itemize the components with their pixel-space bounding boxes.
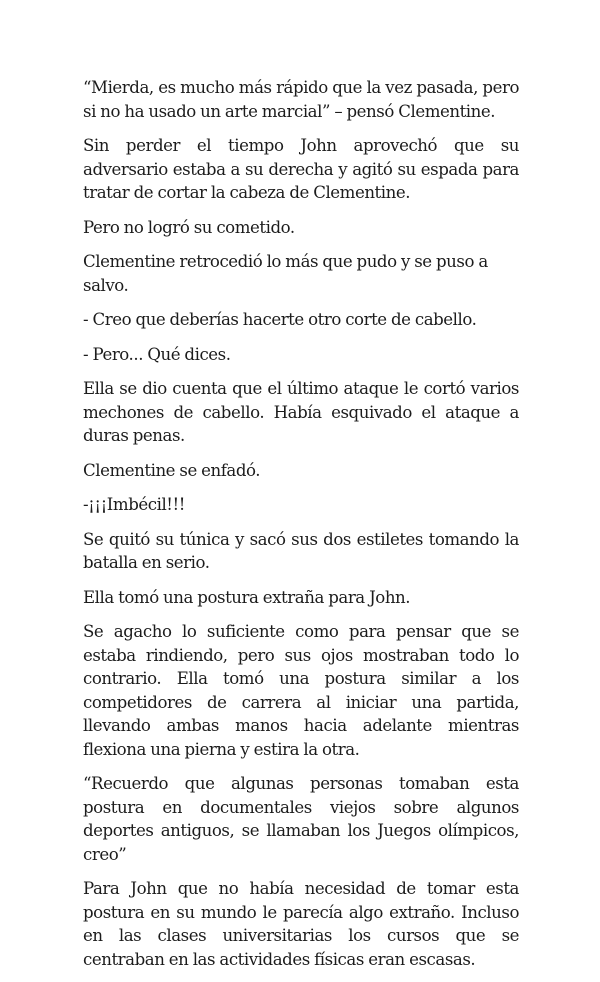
- paragraph-3: Pero no logró su cometido.: [83, 217, 295, 237]
- paragraph-1: “Mierda, es mucho más rápido que la vez pasada, pero si no ha usado un arte marcial” – pensó Clementine.: [83, 78, 519, 121]
- paragraph-11: Ella tomó una postura extraña para John.: [83, 587, 411, 607]
- paragraph-6: - Pero... Qué dices.: [83, 344, 231, 364]
- page-text: [83, 76, 519, 982]
- paragraph-4: Clementine retrocedió lo más que pudo y se puso a salvo.: [83, 252, 488, 295]
- paragraph-7: Ella se dio cuenta que el último ataque le cortó varios mechones de cabello. Había esquivado el ataque a duras penas.: [83, 379, 519, 445]
- paragraph-8: Clementine se enfadó.: [83, 460, 261, 480]
- paragraph-13: “Recuerdo que algunas personas tomaban esta postura en documentales viejos sobre algunos deportes antiguos, se llamaban los Juegos olímpicos, creo”: [83, 774, 519, 864]
- paragraph-10: Se quitó su túnica y sacó sus dos estiletes tomando la batalla en serio.: [83, 529, 519, 572]
- paragraph-14: Para John que no había necesidad de tomar esta postura en su mundo le parecía algo extraño. Incluso en las clases universitarias los cursos que se centraban en las actividades físicas eran escasas.: [83, 879, 519, 969]
- paragraph-12: Se agacho lo suficiente como para pensar que se estaba rindiendo, pero sus ojos mostraban todo lo contrario. Ella tomó una postura similar a los competidores de carrera al iniciar una partida, llevando ambas manos hacia adelante mientras flexiona una pierna y estira la otra.: [83, 622, 519, 759]
- paragraph-2: Sin perder el tiempo John aprovechó que su adversario estaba a su derecha y agitó su espada para tratar de cortar la cabeza de Clementine.: [83, 136, 519, 202]
- paragraph-5: - Creo que deberías hacerte otro corte de cabello.: [83, 310, 477, 329]
- paragraph-9: -¡¡¡Imbécil!!!: [83, 495, 185, 514]
